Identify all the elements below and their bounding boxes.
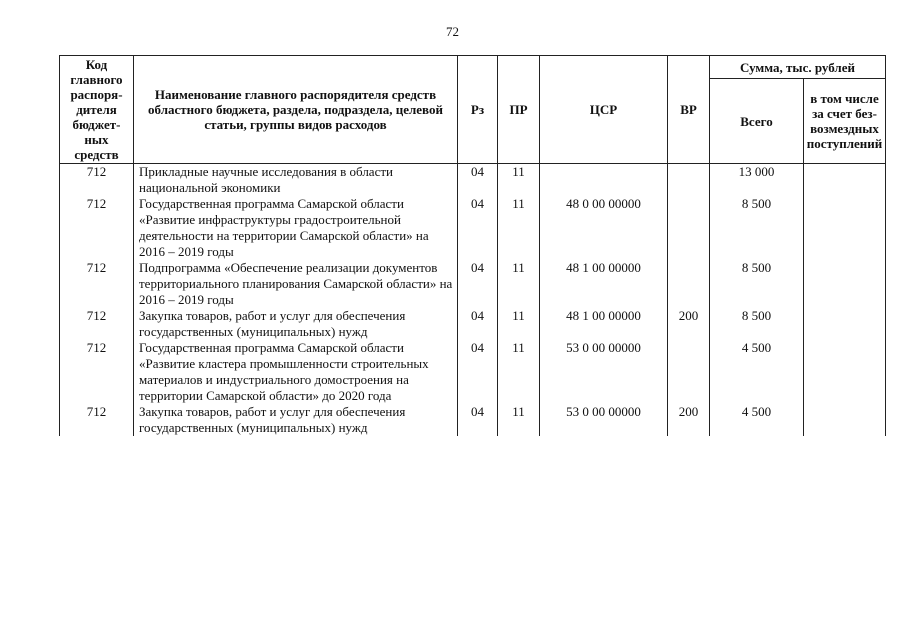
cell-rz: 04 [458,260,498,308]
header-grant: в том числе за счет без-возмездных поступлений [804,79,886,164]
header-sum: Сумма, тыс. рублей [710,56,886,79]
cell-grant [804,196,886,260]
header-code: Код главного распоря-дителя бюджет-ных средств [60,56,134,164]
cell-grant [804,308,886,340]
cell-csr: 48 1 00 00000 [540,308,668,340]
header-csr: ЦСР [540,56,668,164]
cell-code: 712 [60,308,134,340]
table-row [60,164,886,197]
cell-code: 712 [60,260,134,308]
cell-name: Государственная программа Самарской области «Развитие инфраструктуры градостроительной деятельности на территории Самарской области» на 2016 – 2019 годы [134,196,458,260]
cell-total: 8 500 [710,196,804,260]
cell-name: Закупка товаров, работ и услуг для обеспечения государственных (муниципальных) нужд [134,308,458,340]
cell-vr [668,196,710,260]
cell-total: 4 500 [710,404,804,436]
cell-pr: 11 [498,308,540,340]
table-row [60,260,886,308]
cell-name: Государственная программа Самарской области «Развитие кластера промышленности строительных материалов и индустриального домостроения на территории Самарской области» до 2020 года [134,340,458,404]
header-name: Наименование главного распорядителя средств областного бюджета, раздела, подраздела, целевой статьи, группы видов расходов [134,56,458,164]
cell-rz: 04 [458,404,498,436]
cell-csr: 48 0 00 00000 [540,196,668,260]
cell-vr [668,340,710,404]
header-vr: ВР [668,56,710,164]
cell-code: 712 [60,340,134,404]
cell-rz: 04 [458,340,498,404]
cell-rz: 04 [458,308,498,340]
cell-vr: 200 [668,308,710,340]
cell-rz: 04 [458,164,498,197]
cell-total: 8 500 [710,308,804,340]
cell-code: 712 [60,404,134,436]
header-total: Всего [710,79,804,164]
cell-grant [804,404,886,436]
cell-total: 13 000 [710,164,804,197]
cell-code: 712 [60,164,134,197]
cell-rz: 04 [458,196,498,260]
cell-csr: 48 1 00 00000 [540,260,668,308]
cell-total: 8 500 [710,260,804,308]
cell-pr: 11 [498,404,540,436]
header-pr: ПР [498,56,540,164]
header-rz: Рз [458,56,498,164]
cell-csr: 53 0 00 00000 [540,404,668,436]
cell-total: 4 500 [710,340,804,404]
cell-name: Прикладные научные исследования в области национальной экономики [134,164,458,197]
budget-table [59,55,886,436]
cell-pr: 11 [498,164,540,197]
table-row [60,308,886,340]
table-row [60,196,886,260]
cell-name: Подпрограмма «Обеспечение реализации документов территориального планирования Самарской области» на 2016 – 2019 годы [134,260,458,308]
cell-pr: 11 [498,340,540,404]
page-number: 72 [446,24,459,39]
cell-grant [804,164,886,197]
cell-grant [804,340,886,404]
cell-vr: 200 [668,404,710,436]
cell-csr: 53 0 00 00000 [540,340,668,404]
cell-csr [540,164,668,197]
cell-pr: 11 [498,260,540,308]
cell-grant [804,260,886,308]
cell-vr [668,260,710,308]
table-row [60,404,886,436]
cell-pr: 11 [498,196,540,260]
cell-code: 712 [60,196,134,260]
cell-vr [668,164,710,197]
table-row [60,340,886,404]
cell-name: Закупка товаров, работ и услуг для обеспечения государственных (муниципальных) нужд [134,404,458,436]
